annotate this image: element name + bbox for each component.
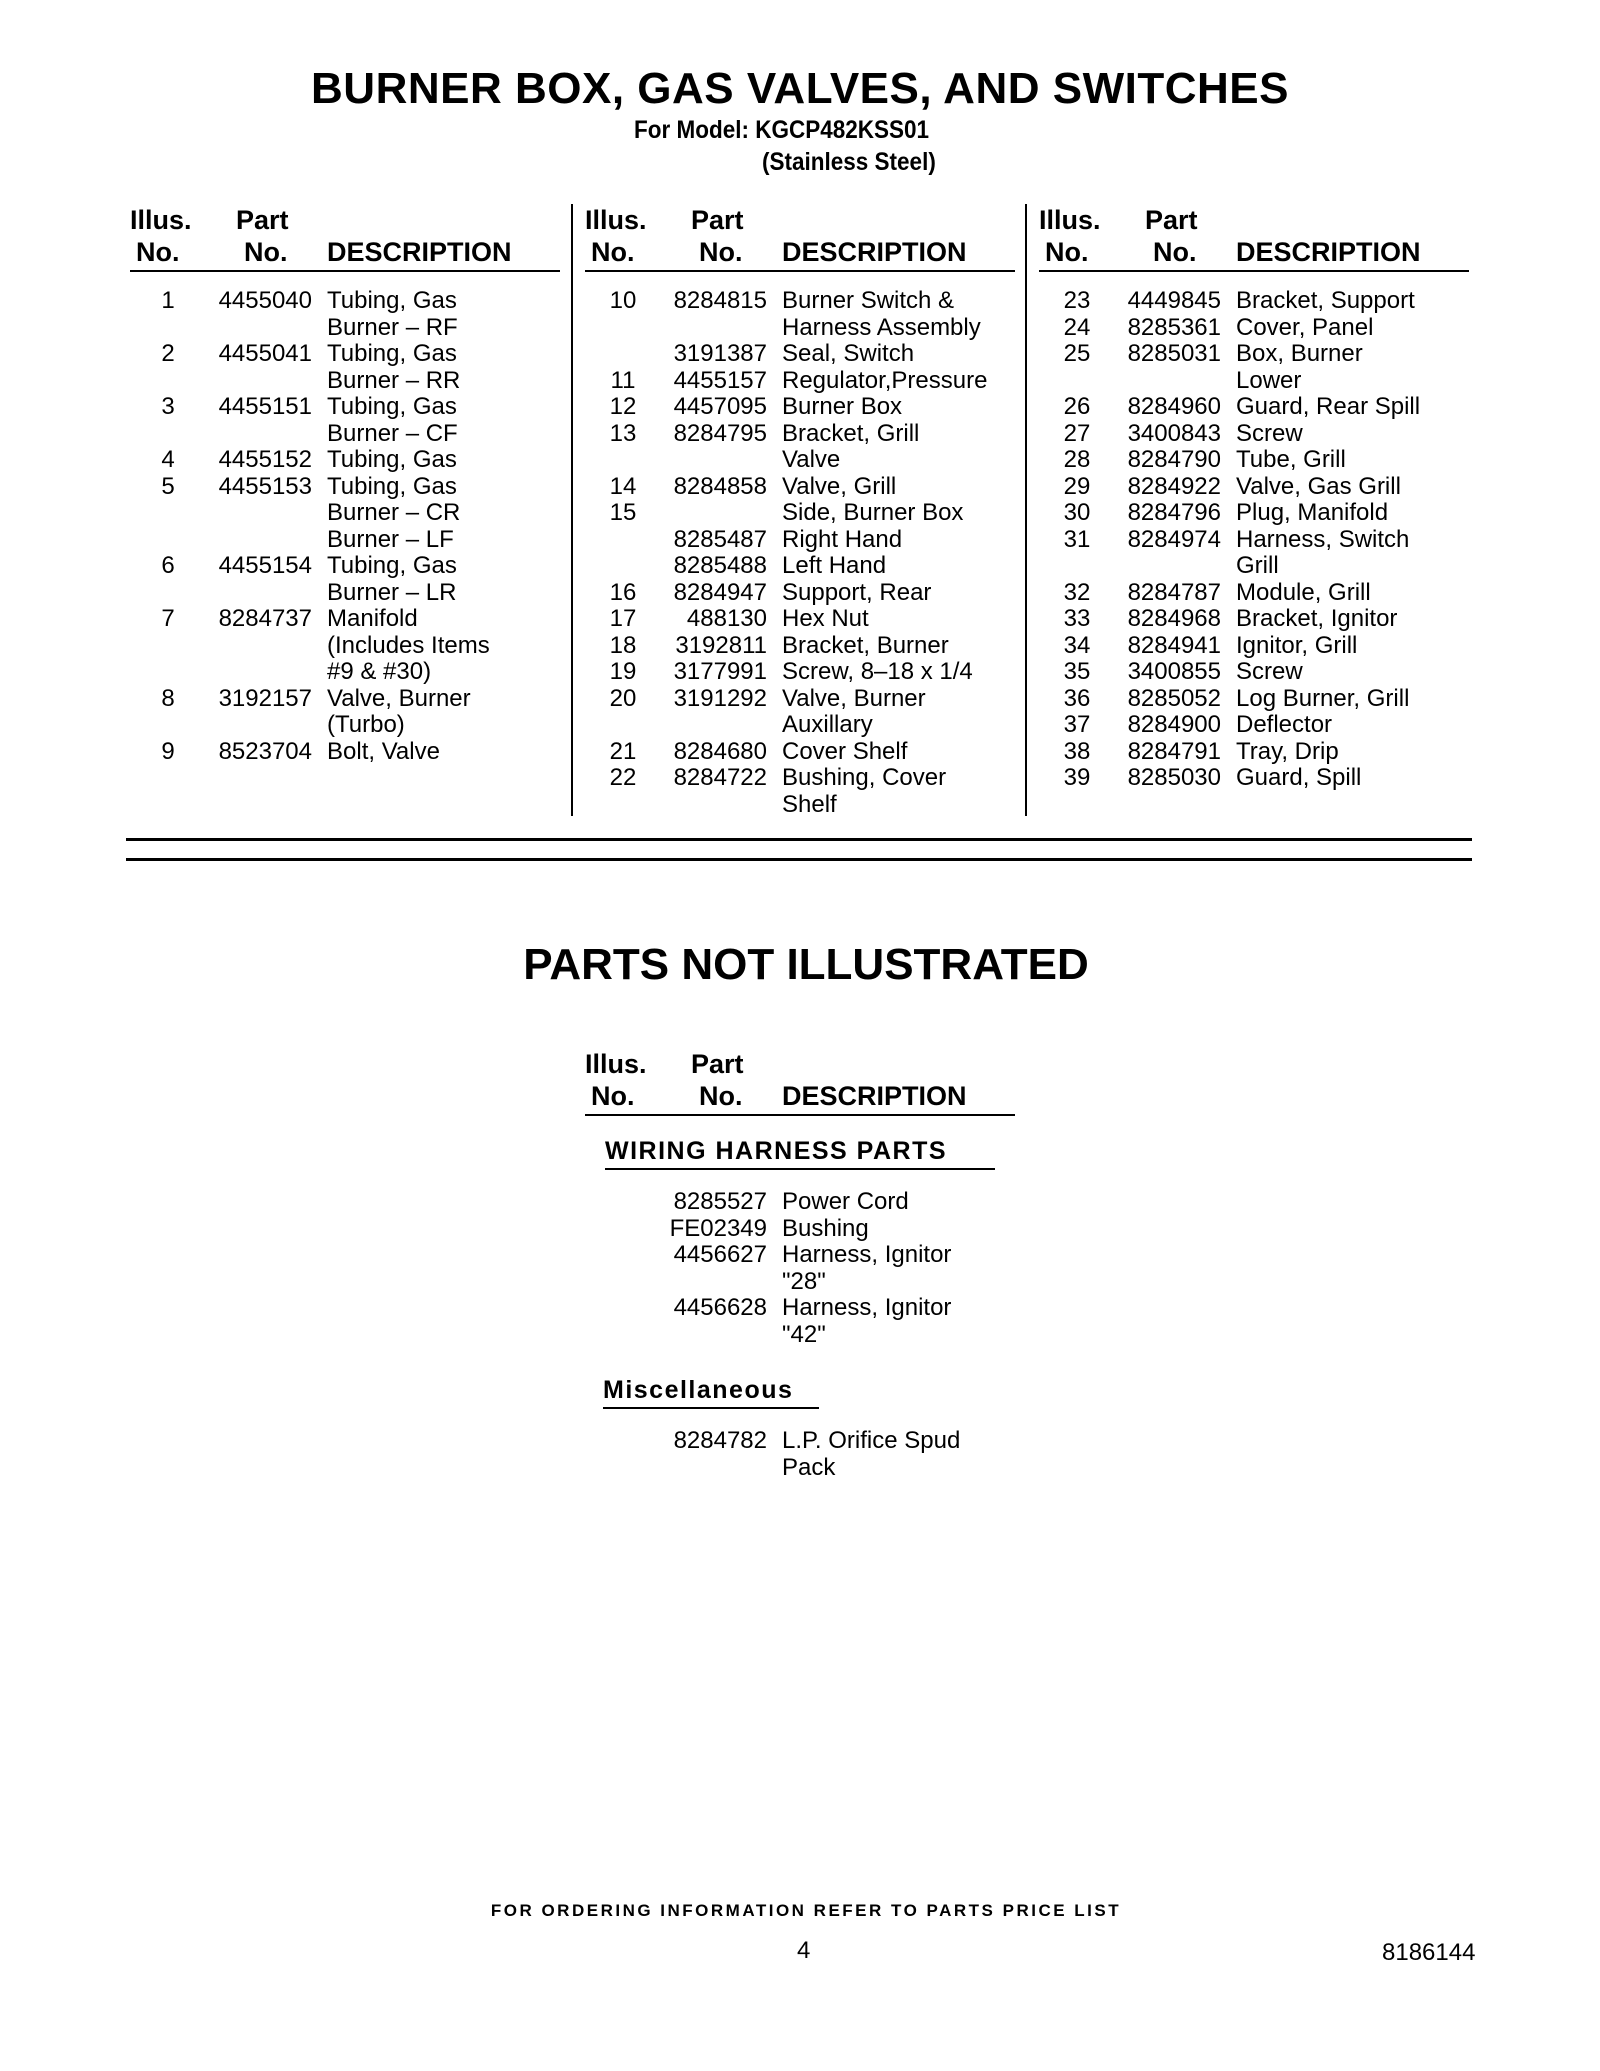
part-row xyxy=(585,447,1015,474)
part-number: 4449845 xyxy=(1127,287,1221,314)
header-no: No. xyxy=(244,237,288,267)
part-number: 3400843 xyxy=(1127,419,1221,447)
part-number: 3191387 xyxy=(673,340,767,367)
header-description: DESCRIPTION xyxy=(327,237,512,267)
part-row xyxy=(1039,315,1469,342)
part-description: Pack xyxy=(782,1453,836,1481)
part-description: Box, Burner xyxy=(1236,340,1363,367)
parts-column-2 xyxy=(585,204,1015,818)
model-line: For Model: KGCP482KSS01 xyxy=(634,116,930,144)
part-description: Burner – CF xyxy=(327,419,458,447)
part-number: 8285361 xyxy=(1127,313,1221,341)
part-row xyxy=(585,288,1015,315)
part-number: 8284722 xyxy=(673,764,767,791)
illus-number: 22 xyxy=(609,764,637,791)
part-number: 8523704 xyxy=(218,737,312,765)
part-description: Deflector xyxy=(1236,711,1333,738)
part-description: Grill xyxy=(1236,552,1279,579)
parts-rows xyxy=(1039,288,1469,792)
header-illus: Illus. xyxy=(1039,205,1101,235)
part-description: Burner – LF xyxy=(327,525,454,553)
part-row xyxy=(1039,686,1469,713)
part-description: Tubing, Gas xyxy=(327,472,457,500)
part-number: 4455151 xyxy=(218,393,312,420)
part-row xyxy=(585,1322,1015,1349)
header-description: DESCRIPTION xyxy=(782,237,967,267)
pni-column xyxy=(585,1048,1015,1116)
part-description: #9 & #30) xyxy=(327,658,432,685)
column-header xyxy=(130,204,560,272)
part-description: L.P. Orifice Spud xyxy=(782,1427,961,1454)
illus-number: 36 xyxy=(1063,684,1091,712)
part-description: Log Burner, Grill xyxy=(1236,684,1410,712)
part-row xyxy=(130,447,560,474)
part-description: Burner – RF xyxy=(327,313,458,341)
parts-rows xyxy=(585,288,1015,818)
part-number: 8285052 xyxy=(1127,684,1221,712)
part-number: 8285030 xyxy=(1127,764,1221,791)
part-description: Bushing, Cover xyxy=(782,764,947,791)
part-description: Auxillary xyxy=(782,711,873,738)
part-number: 8285488 xyxy=(673,552,767,579)
part-description: Seal, Switch xyxy=(782,340,915,367)
header-no: No. xyxy=(699,237,743,267)
part-number: 4456627 xyxy=(673,1241,767,1268)
column-header xyxy=(1039,204,1469,272)
part-number: 4455152 xyxy=(218,446,312,473)
part-description: Ignitor, Grill xyxy=(1236,631,1358,659)
header-part: Part xyxy=(691,205,744,235)
part-number: 3177991 xyxy=(673,658,767,685)
part-description: Cover, Panel xyxy=(1236,313,1374,341)
part-row xyxy=(585,394,1015,421)
part-description: Screw, 8–18 x 1/4 xyxy=(782,658,973,685)
part-description: Tube, Grill xyxy=(1236,446,1346,473)
part-description: Regulator,Pressure xyxy=(782,366,988,394)
part-description: Hex Nut xyxy=(782,605,869,632)
part-row xyxy=(130,394,560,421)
part-description: Tubing, Gas xyxy=(327,340,457,367)
part-description: Harness Assembly xyxy=(782,313,981,341)
part-row xyxy=(585,1269,1015,1296)
illus-number: 16 xyxy=(609,578,637,606)
part-row xyxy=(130,474,560,501)
illus-number: 21 xyxy=(609,737,637,765)
part-description: Burner – CR xyxy=(327,499,461,526)
part-description: Manifold xyxy=(327,605,418,632)
part-description: (Includes Items xyxy=(327,631,490,659)
column-divider xyxy=(571,204,573,816)
misc-parts xyxy=(585,1428,1015,1481)
illus-number: 1 xyxy=(161,287,175,314)
parts-rows xyxy=(130,288,560,765)
illus-number: 31 xyxy=(1063,525,1091,553)
illus-number: 26 xyxy=(1063,393,1091,420)
miscellaneous-heading: Miscellaneous xyxy=(603,1376,819,1409)
part-number: 3191292 xyxy=(673,684,767,712)
part-row xyxy=(1039,580,1469,607)
part-number: 8285031 xyxy=(1127,340,1221,367)
part-description: Screw xyxy=(1236,658,1303,685)
parts-rows xyxy=(585,1428,1015,1481)
header-part: Part xyxy=(1145,205,1198,235)
part-description: Tubing, Gas xyxy=(327,287,457,314)
illus-number: 32 xyxy=(1063,578,1091,606)
illus-number: 7 xyxy=(161,605,175,632)
part-description: Tubing, Gas xyxy=(327,446,457,473)
part-row xyxy=(585,474,1015,501)
part-description: Harness, Switch xyxy=(1236,525,1410,553)
part-description: Burner Switch & xyxy=(782,287,955,314)
part-number: 8284815 xyxy=(673,287,767,314)
part-number: 4457095 xyxy=(673,393,767,420)
illus-number: 19 xyxy=(609,658,637,685)
part-number: 3192157 xyxy=(218,684,312,712)
part-description: Shelf xyxy=(782,790,837,818)
part-row xyxy=(585,739,1015,766)
part-row xyxy=(1039,421,1469,448)
part-row xyxy=(130,606,560,633)
part-row xyxy=(585,368,1015,395)
part-row xyxy=(130,527,560,554)
ordering-footer: FOR ORDERING INFORMATION REFER TO PARTS PRICE LIST xyxy=(490,1901,1122,1920)
part-description: Burner – RR xyxy=(327,366,461,394)
illus-number: 13 xyxy=(609,419,637,447)
header-part: Part xyxy=(691,1049,744,1079)
illus-number: 6 xyxy=(161,552,175,579)
part-description: Bracket, Grill xyxy=(782,419,920,447)
part-row xyxy=(130,341,560,368)
part-number: 8284974 xyxy=(1127,525,1221,553)
part-description: Tray, Drip xyxy=(1236,737,1339,765)
part-row xyxy=(130,659,560,686)
illus-number: 11 xyxy=(610,366,636,394)
part-number: 3192811 xyxy=(675,631,767,659)
part-description: Side, Burner Box xyxy=(782,499,964,526)
part-number: 4456628 xyxy=(673,1294,767,1321)
header-description: DESCRIPTION xyxy=(1236,237,1421,267)
part-number: 488130 xyxy=(686,605,767,632)
part-row xyxy=(585,1455,1015,1482)
part-description: Tubing, Gas xyxy=(327,393,457,420)
illus-number: 30 xyxy=(1063,499,1091,526)
part-description: Burner Box xyxy=(782,393,903,420)
part-number: 8284795 xyxy=(673,419,767,447)
header-no: No. xyxy=(591,1081,635,1111)
part-number: 8284968 xyxy=(1127,605,1221,632)
part-number: 8284960 xyxy=(1127,393,1221,420)
header-illus: Illus. xyxy=(130,205,192,235)
part-row xyxy=(1039,739,1469,766)
part-description: Bracket, Ignitor xyxy=(1236,605,1398,632)
part-number: 8285487 xyxy=(673,525,767,553)
part-row xyxy=(1039,368,1469,395)
part-description: Valve xyxy=(782,446,841,473)
part-row xyxy=(585,765,1015,792)
illus-number: 20 xyxy=(609,684,637,712)
part-row xyxy=(130,315,560,342)
part-row xyxy=(130,686,560,713)
part-description: Module, Grill xyxy=(1236,578,1371,606)
part-number: 8284947 xyxy=(673,578,767,606)
part-description: Bracket, Support xyxy=(1236,287,1415,314)
part-number: 8284922 xyxy=(1127,472,1221,500)
illus-number: 2 xyxy=(161,340,175,367)
page-title: BURNER BOX, GAS VALVES, AND SWITCHES xyxy=(311,64,1289,113)
illus-number: 12 xyxy=(609,393,637,420)
section-rule xyxy=(126,858,1472,861)
illus-number: 5 xyxy=(161,472,175,500)
parts-column-3 xyxy=(1039,204,1469,792)
part-description: "28" xyxy=(782,1267,826,1295)
part-number: 4455157 xyxy=(673,366,767,394)
illus-number: 34 xyxy=(1063,631,1091,659)
part-row xyxy=(130,739,560,766)
part-row xyxy=(1039,765,1469,792)
column-header xyxy=(585,204,1015,272)
part-row xyxy=(585,315,1015,342)
illus-number: 38 xyxy=(1063,737,1091,765)
part-number: 8284790 xyxy=(1127,446,1221,473)
illus-number: 25 xyxy=(1063,340,1091,367)
header-no: No. xyxy=(1045,237,1089,267)
illus-number: 28 xyxy=(1063,446,1091,473)
part-description: Valve, Gas Grill xyxy=(1236,472,1401,500)
part-row xyxy=(585,500,1015,527)
illus-number: 37 xyxy=(1063,711,1091,738)
part-row xyxy=(1039,474,1469,501)
part-number: 8285527 xyxy=(673,1188,767,1215)
part-description: Cover Shelf xyxy=(782,737,908,765)
header-part: Part xyxy=(236,205,289,235)
part-number: 3400855 xyxy=(1127,658,1221,685)
part-number: 8284858 xyxy=(673,472,767,500)
header-illus: Illus. xyxy=(585,205,647,235)
part-number: 8284796 xyxy=(1127,499,1221,526)
illus-number: 27 xyxy=(1063,419,1091,447)
part-description: "42" xyxy=(782,1320,826,1348)
part-row xyxy=(585,712,1015,739)
illus-number: 3 xyxy=(161,393,175,420)
part-row xyxy=(1039,341,1469,368)
part-row xyxy=(585,553,1015,580)
part-row xyxy=(130,633,560,660)
part-number: 8284782 xyxy=(673,1427,767,1454)
illus-number: 33 xyxy=(1063,605,1091,632)
part-description: Plug, Manifold xyxy=(1236,499,1389,526)
part-row xyxy=(585,792,1015,819)
part-description: Valve, Grill xyxy=(782,472,897,500)
part-row xyxy=(1039,633,1469,660)
column-divider xyxy=(1025,204,1027,816)
column-header xyxy=(585,1048,1015,1116)
part-row xyxy=(130,288,560,315)
illus-number: 8 xyxy=(161,684,175,712)
part-number: FE02349 xyxy=(669,1214,767,1242)
part-description: Lower xyxy=(1236,366,1302,394)
part-row xyxy=(1039,712,1469,739)
part-row xyxy=(130,553,560,580)
part-description: Harness, Ignitor xyxy=(782,1294,952,1321)
part-description: Harness, Ignitor xyxy=(782,1241,952,1268)
finish-line: (Stainless Steel) xyxy=(762,148,936,176)
part-row xyxy=(585,1242,1015,1269)
part-row xyxy=(1039,447,1469,474)
illus-number: 14 xyxy=(609,472,637,500)
part-row xyxy=(585,1428,1015,1455)
part-row xyxy=(130,421,560,448)
part-row xyxy=(585,1189,1015,1216)
part-description: Bracket, Burner xyxy=(782,631,949,659)
part-row xyxy=(1039,500,1469,527)
part-description: Valve, Burner xyxy=(782,684,926,712)
wiring-harness-heading: WIRING HARNESS PARTS xyxy=(605,1137,995,1170)
part-number: 8284941 xyxy=(1127,631,1221,659)
illus-number: 17 xyxy=(609,605,637,632)
part-row xyxy=(585,1295,1015,1322)
part-number: 4455040 xyxy=(218,287,312,314)
illus-number: 4 xyxy=(161,446,175,473)
illus-number: 39 xyxy=(1063,764,1091,791)
part-row xyxy=(1039,527,1469,554)
illus-number: 23 xyxy=(1063,287,1091,314)
part-row xyxy=(130,368,560,395)
header-no: No. xyxy=(591,237,635,267)
part-row xyxy=(585,580,1015,607)
part-row xyxy=(585,633,1015,660)
header-no: No. xyxy=(136,237,180,267)
part-description: Support, Rear xyxy=(782,578,932,606)
illus-number: 10 xyxy=(609,287,637,314)
part-row xyxy=(585,606,1015,633)
part-description: Guard, Rear Spill xyxy=(1236,393,1421,420)
part-description: Right Hand xyxy=(782,525,903,553)
illus-number: 24 xyxy=(1063,313,1091,341)
illus-number: 29 xyxy=(1063,472,1091,500)
header-no: No. xyxy=(1153,237,1197,267)
illus-number: 35 xyxy=(1063,658,1091,685)
header-no: No. xyxy=(699,1081,743,1111)
parts-column-1 xyxy=(130,204,560,765)
part-description: Bushing xyxy=(782,1214,869,1242)
part-description: Valve, Burner xyxy=(327,684,471,712)
parts-rows xyxy=(585,1189,1015,1348)
part-number: 8284900 xyxy=(1127,711,1221,738)
part-number: 8284737 xyxy=(218,605,312,632)
part-row xyxy=(130,712,560,739)
part-row xyxy=(130,580,560,607)
part-number: 4455154 xyxy=(218,552,312,579)
part-description: Burner – LR xyxy=(327,578,457,606)
illus-number: 15 xyxy=(609,499,637,526)
part-number: 8284680 xyxy=(673,737,767,765)
part-number: 8284787 xyxy=(1127,578,1221,606)
part-row xyxy=(585,421,1015,448)
part-number: 8284791 xyxy=(1127,737,1221,765)
part-description: (Turbo) xyxy=(327,711,405,738)
part-row xyxy=(1039,606,1469,633)
part-row xyxy=(1039,659,1469,686)
document-number: 8186144 xyxy=(1382,1939,1476,1966)
parts-not-illustrated-title: PARTS NOT ILLUSTRATED xyxy=(523,940,1089,989)
part-row xyxy=(585,341,1015,368)
header-illus: Illus. xyxy=(585,1049,647,1079)
part-description: Screw xyxy=(1236,419,1303,447)
part-row xyxy=(585,1216,1015,1243)
illus-number: 18 xyxy=(609,631,637,659)
part-description: Power Cord xyxy=(782,1188,909,1215)
part-row xyxy=(585,527,1015,554)
part-row xyxy=(130,500,560,527)
part-row xyxy=(585,659,1015,686)
illus-number: 9 xyxy=(161,737,175,765)
page-number: 4 xyxy=(797,1937,811,1964)
header-description: DESCRIPTION xyxy=(782,1081,967,1111)
part-number: 4455041 xyxy=(218,340,312,367)
section-rule xyxy=(126,838,1472,841)
part-description: Left Hand xyxy=(782,552,887,579)
part-description: Guard, Spill xyxy=(1236,764,1362,791)
part-description: Bolt, Valve xyxy=(327,737,440,765)
wiring-parts xyxy=(585,1189,1015,1348)
part-row xyxy=(1039,394,1469,421)
part-row xyxy=(1039,553,1469,580)
part-number: 4455153 xyxy=(218,472,312,500)
part-row xyxy=(1039,288,1469,315)
part-description: Tubing, Gas xyxy=(327,552,457,579)
part-row xyxy=(585,686,1015,713)
